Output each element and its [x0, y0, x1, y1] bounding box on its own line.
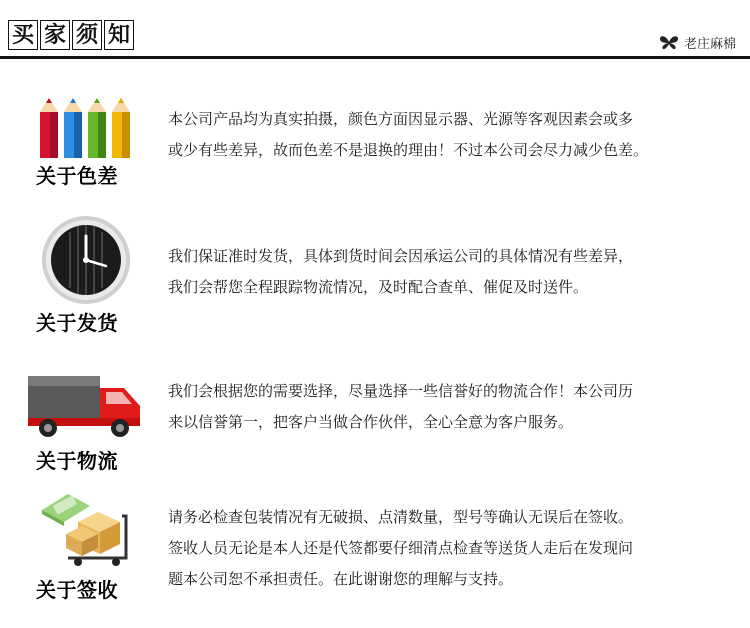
colored-pencils-icon: [38, 96, 132, 160]
text-line: 或少有些差异，故而色差不是退换的理由！不过本公司会尽力减少色差。: [168, 141, 649, 159]
text-line: 签收人员无论是本人还是代签都要仔细清点检查等送货人走后在发现问: [168, 539, 634, 557]
section-label: 关于发货: [36, 311, 118, 335]
title-char: 须: [72, 20, 102, 50]
section-text: [168, 104, 738, 166]
title-char: 知: [104, 20, 134, 50]
section-text: [168, 502, 738, 595]
section-text: [168, 241, 738, 303]
boxes-cart-icon: [38, 488, 134, 568]
text-line: 本公司产品均为真实拍摄，颜色方面因显示器、光源等客观因素会或多: [168, 110, 634, 128]
brand: [659, 33, 736, 52]
section-text: [168, 376, 738, 438]
page-title: [8, 20, 136, 50]
section-label: 关于色差: [36, 164, 118, 188]
text-line: 来以信誉第一，把客户当做合作伙伴，全心全意为客户服务。: [168, 413, 574, 431]
text-line: 我们会帮您全程跟踪物流情况，及时配合查单、催促及时送件。: [168, 278, 589, 296]
header-divider: [0, 56, 750, 59]
brand-name: 老庄麻棉: [683, 37, 736, 52]
text-line: 我们保证准时发货，具体到货时间会因承运公司的具体情况有些差异，: [168, 247, 634, 265]
butterfly-icon: [659, 35, 679, 50]
title-char: 买: [8, 20, 38, 50]
header: [0, 0, 750, 60]
text-line: 题本公司恕不承担责任。在此谢谢您的理解与支持。: [168, 570, 514, 588]
section-label: 关于物流: [36, 449, 118, 473]
text-line: 我们会根据您的需要选择，尽量选择一些信誉好的物流合作！本公司历: [168, 382, 634, 400]
section-label: 关于签收: [36, 578, 118, 602]
truck-icon: [26, 374, 144, 440]
title-char: 家: [40, 20, 70, 50]
text-line: 请务必检查包装情况有无破损、点清数量，型号等确认无误后在签收。: [168, 508, 634, 526]
clock-icon: [40, 214, 132, 306]
